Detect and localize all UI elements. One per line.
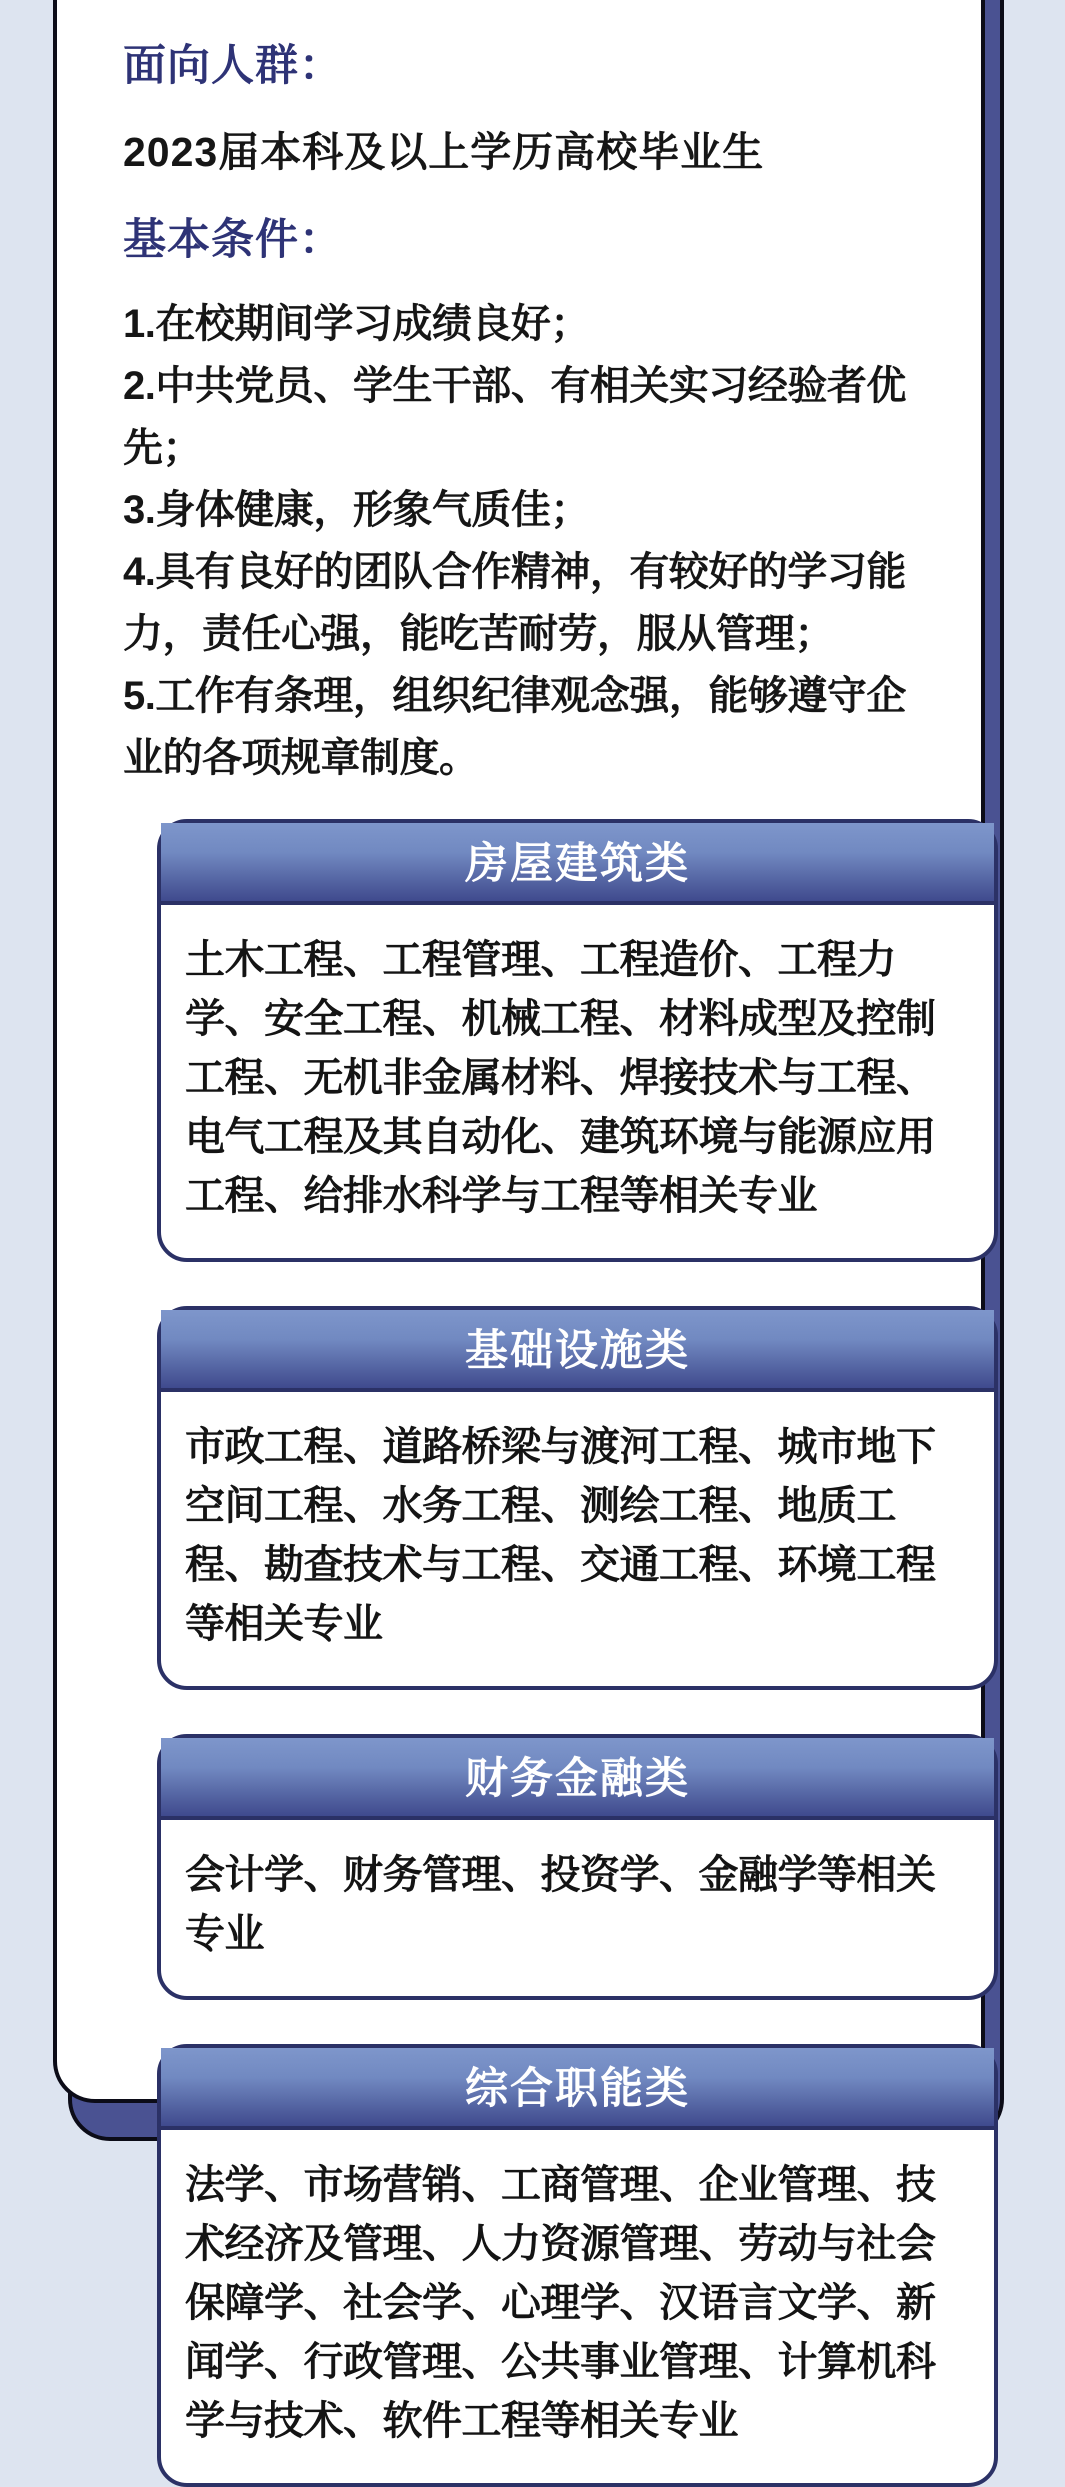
audience-text: 2023届本科及以上学历高校毕业生 [123,129,765,175]
condition-item: 3.身体健康，形象气质佳； [123,488,590,532]
category-card-finance [157,1734,998,2000]
conditions-heading: 基本条件： [123,216,343,264]
main-card [53,0,985,2443]
category-card-infrastructure [157,1306,998,1690]
condition-item: 2.中共党员、学生干部、有相关实习经验者优先； [123,364,906,470]
category-majors: 法学、市场营销、工商管理、企业管理、技术经济及管理、人力资源管理、劳动与社会保障学、社会学、心理学、汉语言文学、新闻学、行政管理、公共事业管理、计算机科学与技术、软件工程等相关专业 [185,2163,936,2443]
condition-item: 1.在校期间学习成绩良好； [123,302,590,346]
category-card-housing [157,819,998,1262]
condition-item: 5.工作有条理，组织纪律观念强，能够遵守企业的各项规章制度。 [123,674,906,780]
category-title: 财务金融类 [161,1738,994,1820]
main-card-content [57,0,981,2487]
category-majors: 会计学、财务管理、投资学、金融学等相关专业 [185,1853,936,1956]
category-title: 综合职能类 [161,2048,994,2130]
audience-heading: 面向人群： [123,42,343,90]
category-majors: 土木工程、工程管理、工程造价、工程力学、安全工程、机械工程、材料成型及控制工程、无机非金属材料、焊接技术与工程、电气工程及其自动化、建筑环境与能源应用工程、给排水科学与工程等相关专业 [185,938,936,1218]
condition-item: 4.具有良好的团队合作精神，有较好的学习能力，责任心强，能吃苦耐劳，服从管理； [123,550,906,656]
category-title: 房屋建筑类 [161,823,994,905]
conditions-list [123,293,937,789]
category-title: 基础设施类 [161,1310,994,1392]
category-card-general [157,2044,998,2487]
category-majors: 市政工程、道路桥梁与渡河工程、城市地下空间工程、水务工程、测绘工程、地质工程、勘查技术与工程、交通工程、环境工程等相关专业 [185,1425,936,1646]
